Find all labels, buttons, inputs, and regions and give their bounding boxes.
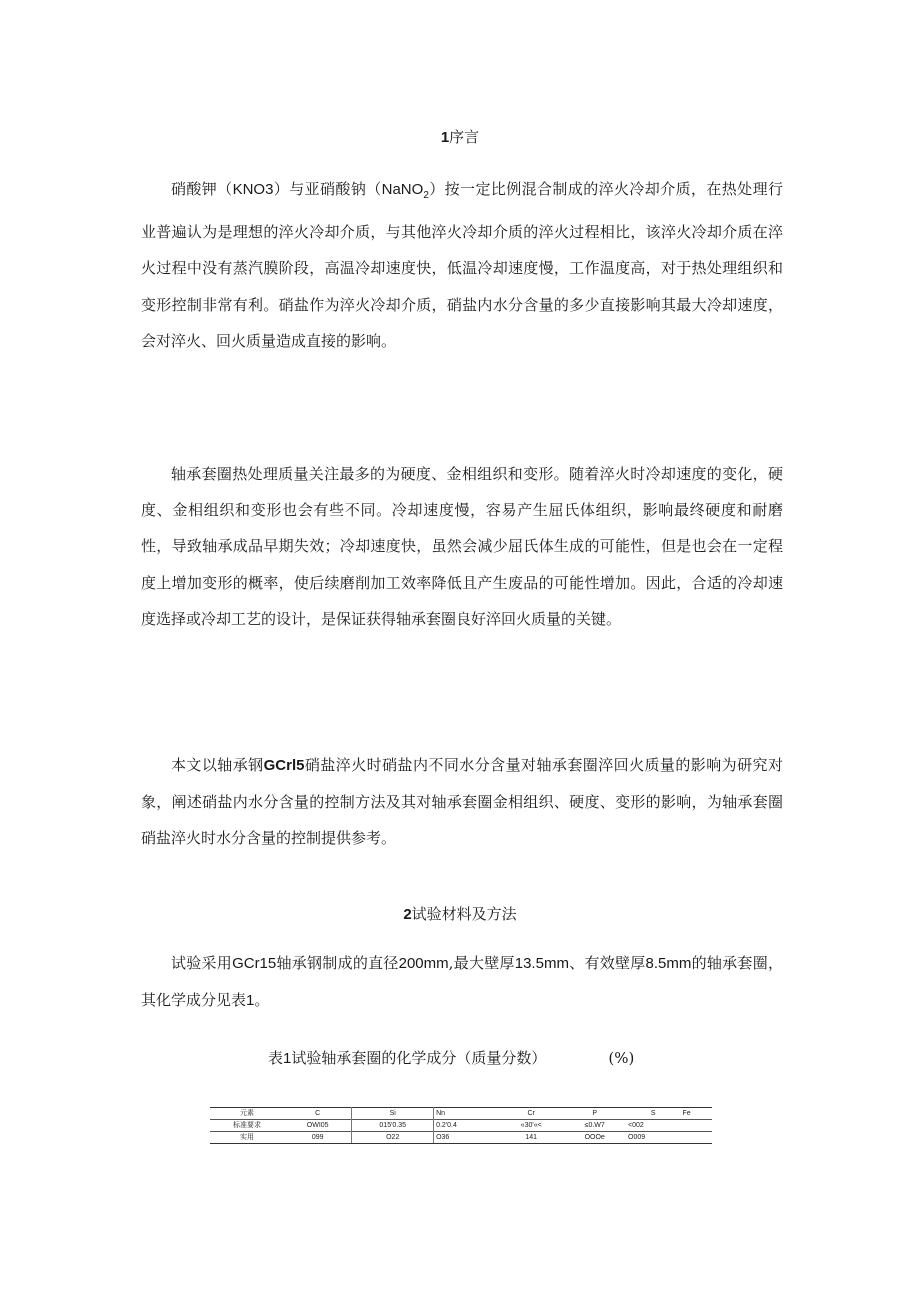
- chem-formula-nano2: NaNO$_2$: [381, 181, 429, 201]
- steel-grade: GCr15: [232, 955, 277, 972]
- table-cell: [681, 1120, 712, 1132]
- table-cell: ≤0.W7: [563, 1120, 626, 1132]
- table-header-cell: Nn: [434, 1108, 499, 1120]
- table-header-cell: Fe: [681, 1108, 712, 1120]
- table-cell: O009: [626, 1132, 681, 1144]
- table-cell: OOOe: [563, 1132, 626, 1144]
- paragraph-intro-3: 本文以轴承钢GCrl5硝盐淬火时硝盐内不同水分含量对轴承套圈淬回火质量的影响为研究对象，阐述硝盐内水分含量的控制方法及其对轴承套圈金相组织、硬度、变形的影响，为轴承套圈硝盐淬火时水分含量的控制提供参考。: [141, 756, 783, 848]
- section-number: 2: [403, 906, 412, 923]
- table-cell: «30'«<: [499, 1120, 564, 1132]
- table-caption: 表1试验轴承套圈的化学成分（质量分数） (%): [268, 1049, 635, 1067]
- paragraph-intro-1: 硝酸钾（KNO3）与亚硝酸钠（NaNO$_2$）按一定比例混合制成的淬火冷却介质，在热处理行业普遍认为是理想的淬火冷却介质，与其他淬火冷却介质的淬火过程相比，该淬火冷却介质在淬火过程中没有蒸汽膜阶段，高温冷却速度快，低温冷却速度慢，工作温度高，对于热处理组织和变形控制非常有利。硝盐作为淬火冷却介质，硝盐内水分含量的多少直接影响其最大冷却速度，会对淬火、回火质量造成直接的影响。: [141, 180, 783, 350]
- chem-formula-kno3: KNO3: [232, 181, 274, 198]
- table-cell: 0.2'0.4: [434, 1120, 499, 1132]
- table-cell: OWI05: [284, 1120, 352, 1132]
- table-cell: [681, 1132, 712, 1144]
- section-number: 1: [440, 129, 450, 146]
- table-cell: O36: [434, 1132, 499, 1144]
- paragraph-intro-2: 轴承套圈热处理质量关注最多的为硬度、金相组织和变形。随着淬火时冷却速度的变化，硬度、金相组织和变形也会有些不同。冷却速度慢，容易产生屈氏体组织，影响最终硬度和耐磨性，导致轴承成品早期失效；冷却速度快，虽然会减少屈氏体生成的可能性，但是也会在一定程度上增加变形的概率，使后续磨削加工效率降低且产生废品的可能性增加。因此，合适的冷却速度选择或冷却工艺的设计，是保证获得轴承套圈良好淬回火质量的关键。: [141, 465, 783, 628]
- table-header-cell: 元素: [210, 1108, 284, 1120]
- table-header-cell: S: [626, 1108, 681, 1120]
- table-header-row: [210, 1108, 712, 1120]
- chemical-composition-table: [210, 1107, 712, 1144]
- table-cell: 015'0.35: [352, 1120, 434, 1132]
- table-header-cell: P: [563, 1108, 626, 1120]
- table-header-cell: Cr: [499, 1108, 564, 1120]
- table-cell: O22: [352, 1132, 434, 1144]
- steel-grade: GCrl5: [263, 757, 305, 774]
- table-cell: 099: [284, 1132, 352, 1144]
- table-row-label: 标准要求: [210, 1120, 284, 1132]
- paragraph-materials: 试验采用GCr15轴承钢制成的直径200mm,最大壁厚13.5mm、有效壁厚8.5mm的轴承套圈，其化学成分见表1。: [141, 954, 783, 1010]
- table-unit: (%): [608, 1049, 635, 1067]
- table-cell: <002: [626, 1120, 681, 1132]
- table-header-cell: Si: [352, 1108, 434, 1120]
- table-header-cell: C: [284, 1108, 352, 1120]
- table-row-label: 实用: [210, 1132, 284, 1144]
- section-heading-2: [0, 904, 920, 925]
- table-cell: 141: [499, 1132, 564, 1144]
- table-row: [210, 1120, 712, 1132]
- section-heading-1: [0, 127, 920, 148]
- section-title: 试验材料及方法: [411, 905, 517, 923]
- table-row: [210, 1132, 712, 1144]
- section-title: 序言: [449, 128, 480, 146]
